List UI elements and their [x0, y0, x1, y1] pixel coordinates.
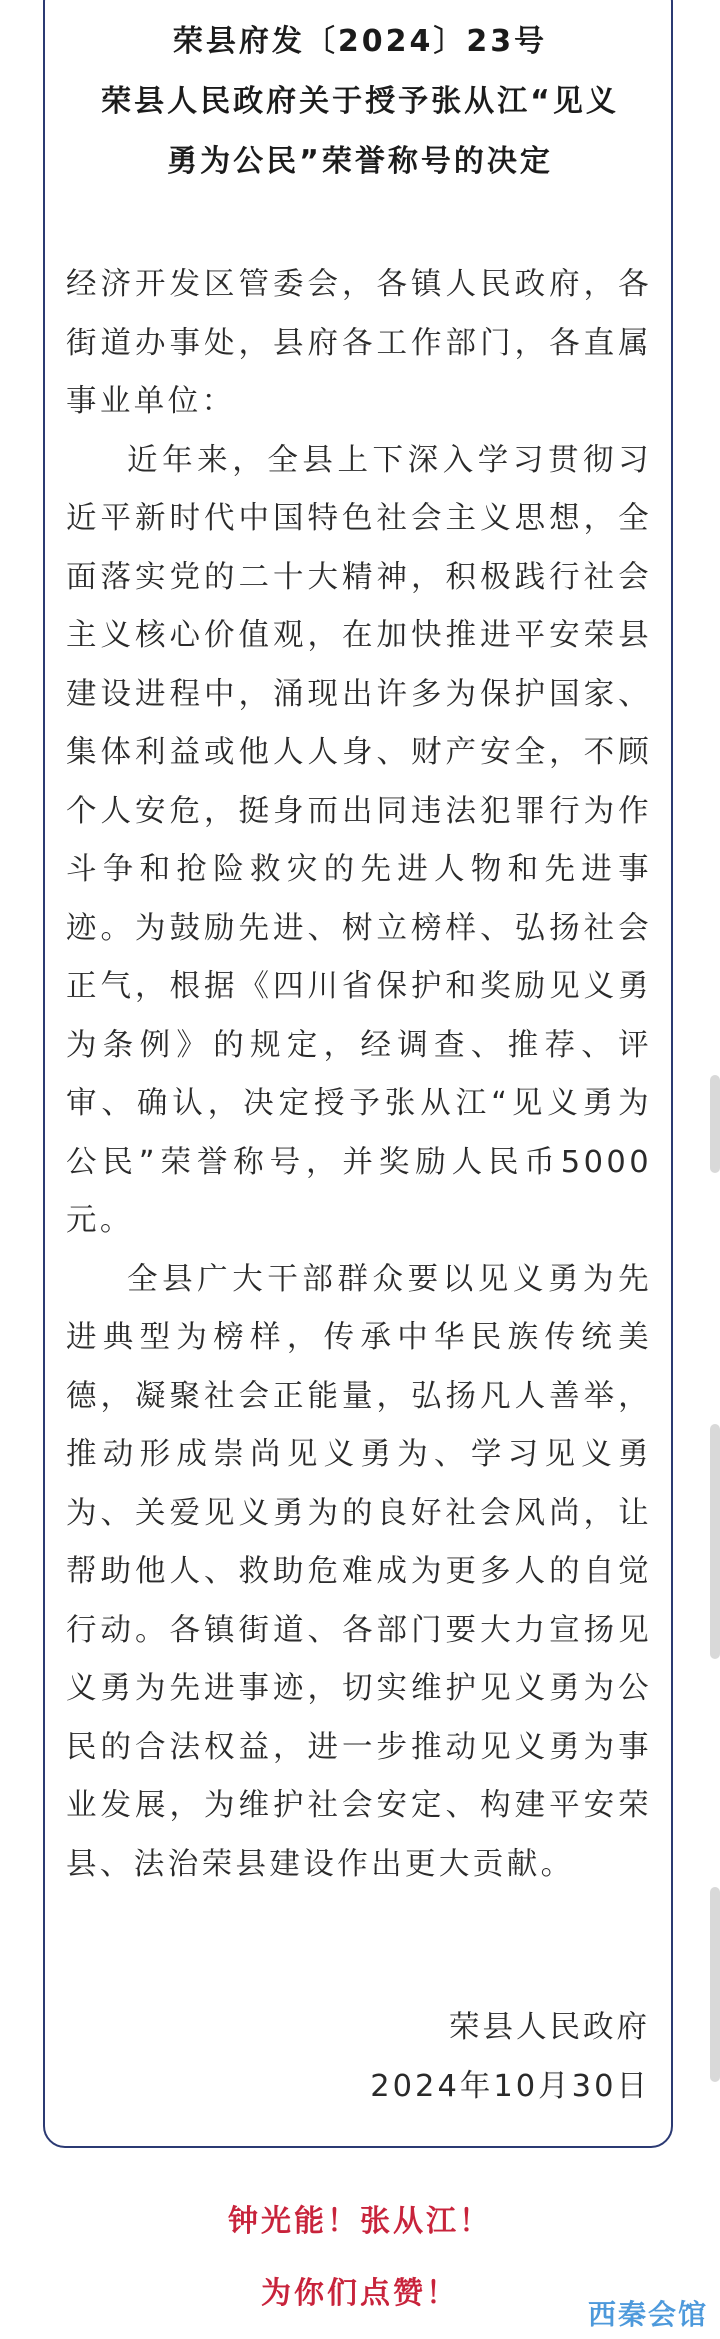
watermark-logo: 西秦会馆	[587, 2298, 708, 2331]
cheer-line-1: 钟光能！张从江！	[228, 2204, 492, 2239]
scrollbar-thumb-2[interactable]	[710, 1424, 720, 1659]
document-body	[66, 256, 652, 1894]
document-number: 荣县府发〔2024〕23号	[172, 24, 548, 59]
document-title	[0, 12, 720, 192]
cheer-line-2: 为你们点赞！	[261, 2276, 459, 2311]
salutation: 经济开发区管委会，各镇人民政府，各街道办事处，县府各工作部门，各直属事业单位：	[66, 267, 652, 419]
title-line-2: 勇为公民”荣誉称号的决定	[167, 144, 553, 179]
signature: 荣县人民政府	[449, 2010, 650, 2045]
title-line-1: 荣县人民政府关于授予张从江“见义	[101, 84, 619, 119]
paragraph-2: 全县广大干部群众要以见义勇为先进典型为榜样，传承中华民族传统美德，凝聚社会正能量，弘扬凡人善举，推动形成崇尚见义勇为、学习见义勇为、关爱见义勇为的良好社会风尚，让帮助他人、救助危难成为更多人的自觉行动。各镇街道、各部门要大力宣扬见义勇为先进事迹，切实维护见义勇为公民的合法权益，进一步推动见义勇为事业发展，为维护社会安定、构建平安荣县、法治荣县建设作出更大贡献。	[66, 1261, 652, 1882]
scrollbar-thumb-3[interactable]	[710, 1887, 720, 2082]
paragraph-1: 近年来，全县上下深入学习贯彻习近平新时代中国特色社会主义思想，全面落实党的二十大精神，积极践行社会主义核心价值观，在加快推进平安荣县建设进程中，涌现出许多为保护国家、集体利益或他人人身、财产安全，不顾个人安危，挺身而出同违法犯罪行为作斗争和抢险救灾的先进人物和先进事迹。为鼓励先进、树立榜样、弘扬社会正气，根据《四川省保护和奖励见义勇为条例》的规定，经调查、推荐、评审、确认，决定授予张从江“见义勇为公民”荣誉称号，并奖励人民币5000元。	[66, 442, 652, 1238]
scrollbar-thumb-1[interactable]	[710, 1075, 720, 1173]
signature-date: 2024年10月30日	[370, 2069, 650, 2104]
